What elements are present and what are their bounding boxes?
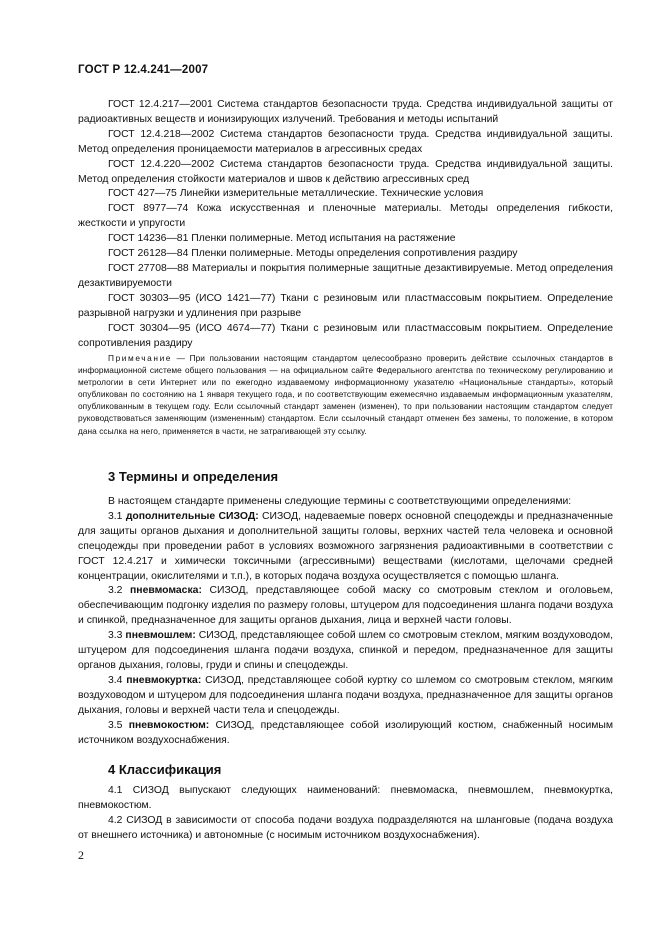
reference-item: ГОСТ 12.4.217—2001 Система стандартов безопасности труда. Средства индивидуальной защиты от радиоактивных веществ и ионизирующих излучений. Требования и методы испытаний: [78, 99, 613, 125]
note-paragraph: [78, 352, 613, 437]
term-definition: [78, 510, 613, 585]
reference-item: ГОСТ 427—75 Линейки измерительные металлические. Технические условия: [108, 188, 484, 200]
reference-item: ГОСТ 12.4.218—2002 Система стандартов безопасности труда. Средства индивидуальной защиты. Метод определения проницаемости материалов в агрессивных средах: [78, 128, 613, 155]
terms-intro: В настоящем стандарте применены следующие термины с соответствующими определениями:: [108, 496, 572, 507]
term-name: пневмокуртка:: [126, 674, 202, 686]
term-text: СИЗОД, представляющее собой маску со смотровым стеклом и оголовьем, обеспечивающим подгонку изделия по размеру головы, штуцером для подсоединения шланга подачи воздуха и спинкой, предназначенное для защиты органов дыхания, лица и верхней части головы.: [78, 585, 614, 627]
note-label: Примечание: [108, 353, 173, 363]
term-name: дополнительные СИЗОД:: [125, 510, 259, 522]
term-number: 3.3: [108, 630, 123, 642]
reference-item: ГОСТ 27708—88 Материалы и покрытия полимерные защитные дезактивируемые. Метод определения дезактивируемости: [78, 262, 613, 289]
term-name: пневмошлем:: [125, 630, 196, 642]
term-definition: [78, 584, 613, 629]
reference-item: ГОСТ 12.4.220—2002 Система стандартов безопасности труда. Средства индивидуальной защиты. Метод определения стойкости материалов и швов к действию агрессивных сред: [78, 158, 613, 185]
term-text: СИЗОД, представляющее собой изолирующий костюм, снабженный носимым источником воздухоснабжения.: [78, 719, 614, 746]
term-name: пневмомаска:: [130, 585, 202, 597]
term-definition: [78, 674, 613, 719]
reference-item: ГОСТ 30303—95 (ИСО 1421—77) Ткани с резиновым или пластмассовым покрытием. Определение разрывной нагрузки и удлинения при разрыве: [78, 292, 613, 319]
reference-item: ГОСТ 8977—74 Кожа искусственная и пленочные материалы. Методы определения гибкости, жесткости и упругости: [78, 203, 613, 230]
document-header: ГОСТ Р 12.4.241—2007: [78, 64, 209, 76]
term-number: 3.5: [108, 719, 123, 731]
term-text: СИЗОД, надеваемые поверх основной спецодежды и предназначенные для защиты органов дыхания и дополнительной защиты головы, верхних частей тела человека и основной спецодежды при проведении работ в условиях возможного загрязнения радиоактивными в соответствии с ГОСТ 12.4.217 и химически токсичными (агрессивными) веществами (кислотами, щелочами средней концентрации, окислителями и т.п.), в которых подача воздуха осуществляется с помощью шланга.: [78, 510, 613, 582]
term-text: СИЗОД, представляющее собой шлем со смотровым стеклом, мягким воздуховодом, штуцером для подсоединения шланга подачи воздуха, спинкой и передом, предназначенное для защиты органов дыхания, головы, груди и спины и спецодежды.: [78, 630, 613, 671]
section-heading-classification: 4 Классификация: [108, 762, 222, 777]
page-number: 2: [78, 848, 84, 862]
terms-section: [78, 495, 613, 748]
term-number: 3.1: [108, 510, 123, 522]
classification-paragraph: 4.1 СИЗОД выпускают следующих наименований: пневмомаска, пневмошлем, пневмокуртка, пневмокостюм.: [78, 785, 613, 811]
term-number: 3.2: [108, 585, 123, 597]
classification-section: [78, 784, 613, 844]
normative-references: [78, 98, 613, 351]
section-heading-terms: 3 Термины и определения: [108, 469, 279, 484]
term-number: 3.4: [108, 674, 123, 686]
reference-item: ГОСТ 30304—95 (ИСО 4674—77) Ткани с резиновым или пластмассовым покрытием. Определение сопротивления раздиру: [78, 322, 613, 349]
classification-paragraph: 4.2 СИЗОД в зависимости от способа подачи воздуха подразделяются на шланговые (подача воздуха от внешнего источника) и автономные (с носимым источником воздухоснабжения).: [78, 814, 613, 841]
term-definition: [78, 629, 613, 674]
term-text: СИЗОД, представляющее собой куртку со шлемом со смотровым стеклом, мягким воздуховодом и штуцером для подсоединения шланга подачи воздуха, предназначенное для защиты органов дыхания, головы и верхней части тела и спецодежды.: [78, 674, 613, 716]
term-name: пневмокостюм:: [128, 719, 210, 731]
note-text: — При пользовании настоящим стандартом целесообразно проверить действие ссылочных стандартов в информационной системе общего пользования — на официальном сайте Федерального агентства по техническому регулированию и метрологии в сети Интернет или по ежегодно издаваемому информационному указателю «Национальные стандарты», который опубликован по состоянию на 1 января текущего года, и по соответствующим ежемесячно издаваемым информационным указателям, опубликованным в текущем году. Если ссылочный стандарт заменен (изменен), то при пользовании настоящим стандартом следует руководствоваться заменяющим (измененным) стандартом. Если ссылочный стандарт отменен без замены, то положение, в котором дана ссылка на него, применяется в части, не затрагивающей эту ссылку.: [78, 353, 613, 436]
reference-item: ГОСТ 26128—84 Пленки полимерные. Методы определения сопротивления раздиру: [108, 248, 518, 260]
reference-item: ГОСТ 14236—81 Пленки полимерные. Метод испытания на растяжение: [108, 233, 456, 245]
term-definition: [78, 719, 613, 749]
